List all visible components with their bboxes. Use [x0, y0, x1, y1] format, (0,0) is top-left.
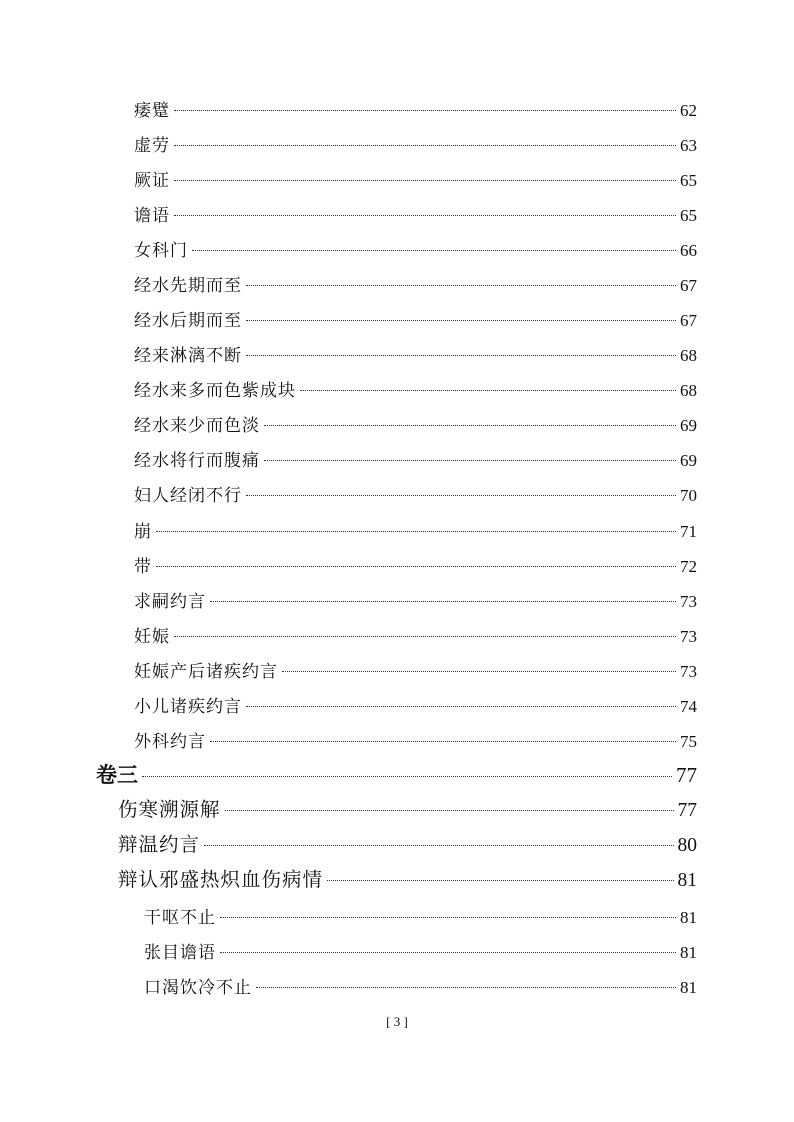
toc-entry-title: 崩 — [134, 522, 152, 542]
toc-section-title: 辩温约言 — [118, 833, 201, 856]
dot-leader — [174, 215, 676, 216]
toc-entry-title: 口渴饮冷不止 — [144, 978, 252, 998]
dot-leader — [220, 917, 676, 918]
toc-entry-page: 77 — [676, 763, 697, 787]
toc-entry-title: 经水来多而色紫成块 — [134, 381, 296, 401]
toc-entry[interactable] — [134, 446, 697, 471]
toc-entry[interactable] — [134, 727, 697, 752]
dot-leader — [327, 880, 673, 881]
toc-entry-title: 经水将行而腹痛 — [134, 451, 260, 471]
dot-leader — [246, 495, 676, 496]
toc-entry[interactable] — [134, 587, 697, 612]
toc-entry-page: 77 — [677, 800, 697, 821]
toc-entry[interactable] — [134, 552, 697, 577]
toc-entry[interactable] — [134, 96, 697, 121]
toc-entry[interactable] — [134, 166, 697, 191]
dot-leader — [282, 671, 676, 672]
toc-entry-title: 痿躄 — [134, 101, 170, 121]
toc-entry-page: 80 — [677, 835, 697, 856]
toc-entry[interactable] — [134, 692, 697, 717]
toc-entry[interactable] — [144, 903, 697, 928]
toc-entry[interactable] — [134, 341, 697, 366]
toc-entry-page: 62 — [680, 101, 697, 120]
dot-leader — [174, 636, 676, 637]
toc-entry-page: 68 — [680, 381, 697, 400]
toc-volume-title: 卷三 — [96, 763, 138, 787]
toc-entry-title: 妊娠产后诸疾约言 — [134, 662, 278, 682]
toc-entry-title: 女科门 — [134, 241, 188, 261]
dot-leader — [210, 741, 676, 742]
toc-entry[interactable] — [134, 201, 697, 226]
toc-section-entry[interactable] — [118, 829, 697, 857]
toc-section-entry[interactable] — [118, 794, 697, 822]
toc-entry[interactable] — [134, 517, 697, 542]
toc-entry-page: 70 — [680, 486, 697, 505]
toc-entry-page: 81 — [677, 870, 697, 891]
dot-leader — [220, 952, 676, 953]
dot-leader — [156, 566, 676, 567]
dot-leader — [204, 845, 673, 846]
page-number: [ 3 ] — [386, 1014, 408, 1029]
toc-entry[interactable] — [134, 376, 697, 401]
toc-entry-page: 69 — [680, 451, 697, 470]
toc-entry-page: 71 — [680, 522, 697, 541]
toc-entry[interactable] — [134, 236, 697, 261]
toc-entry-title: 妊娠 — [134, 627, 170, 647]
dot-leader — [246, 285, 676, 286]
dot-leader — [264, 460, 676, 461]
toc-entry-title: 妇人经闭不行 — [134, 486, 242, 506]
toc-entry-page: 81 — [680, 908, 697, 927]
dot-leader — [192, 250, 676, 251]
toc-entry-title: 经水后期而至 — [134, 311, 242, 331]
toc-entry-page: 73 — [680, 662, 697, 681]
toc-volume-entry[interactable] — [96, 759, 697, 789]
toc-entry-page: 69 — [680, 416, 697, 435]
toc-entry-page: 63 — [680, 136, 697, 155]
toc-entry-title: 张目谵语 — [144, 943, 216, 963]
toc-entry-page: 81 — [680, 978, 697, 997]
dot-leader — [174, 145, 676, 146]
toc-entry-page: 65 — [680, 206, 697, 225]
toc-entry-page: 67 — [680, 311, 697, 330]
toc-entry-page: 74 — [680, 697, 697, 716]
toc-section-title: 辩认邪盛热炽血伤病情 — [118, 868, 324, 891]
toc-section-title: 伤寒溯源解 — [118, 798, 221, 821]
toc-entry-page: 73 — [680, 592, 697, 611]
toc-entry[interactable] — [134, 411, 697, 436]
toc-entry[interactable] — [144, 973, 697, 998]
dot-leader — [225, 810, 674, 811]
toc-entry-page: 65 — [680, 171, 697, 190]
toc-entry-title: 求嗣约言 — [134, 592, 206, 612]
dot-leader — [246, 706, 676, 707]
toc-entry-page: 68 — [680, 346, 697, 365]
toc-entry-title: 小儿诸疾约言 — [134, 697, 242, 717]
toc-entry-page: 67 — [680, 276, 697, 295]
toc-entry-page: 66 — [680, 241, 697, 260]
toc-entry-title: 谵语 — [134, 206, 170, 226]
toc-entry[interactable] — [134, 622, 697, 647]
dot-leader — [300, 390, 676, 391]
dot-leader — [246, 355, 676, 356]
dot-leader — [264, 425, 676, 426]
toc-entry-page: 75 — [680, 732, 697, 751]
toc-entry-title: 厥证 — [134, 171, 170, 191]
toc-entry[interactable] — [134, 131, 697, 156]
toc-entry[interactable] — [134, 481, 697, 506]
toc-entry[interactable] — [134, 657, 697, 682]
toc-entry-page: 81 — [680, 943, 697, 962]
toc-section-entry[interactable] — [118, 864, 697, 892]
dot-leader — [210, 601, 676, 602]
toc-entry-title: 经水来少而色淡 — [134, 416, 260, 436]
toc-entry-title: 虚劳 — [134, 136, 170, 156]
toc-entry-page: 73 — [680, 627, 697, 646]
dot-leader — [174, 180, 676, 181]
dot-leader — [156, 531, 676, 532]
toc-entry-title: 带 — [134, 557, 152, 577]
toc-entry-title: 经水先期而至 — [134, 276, 242, 296]
dot-leader — [246, 320, 676, 321]
dot-leader — [142, 776, 672, 777]
toc-entry-title: 外科约言 — [134, 732, 206, 752]
dot-leader — [256, 987, 676, 988]
toc-entry[interactable] — [134, 306, 697, 331]
toc-entry[interactable] — [134, 271, 697, 296]
toc-entry[interactable] — [144, 938, 697, 963]
dot-leader — [174, 110, 676, 111]
toc-entry-title: 经来淋漓不断 — [134, 346, 242, 366]
toc-entry-title: 干呕不止 — [144, 908, 216, 928]
toc-entry-page: 72 — [680, 557, 697, 576]
